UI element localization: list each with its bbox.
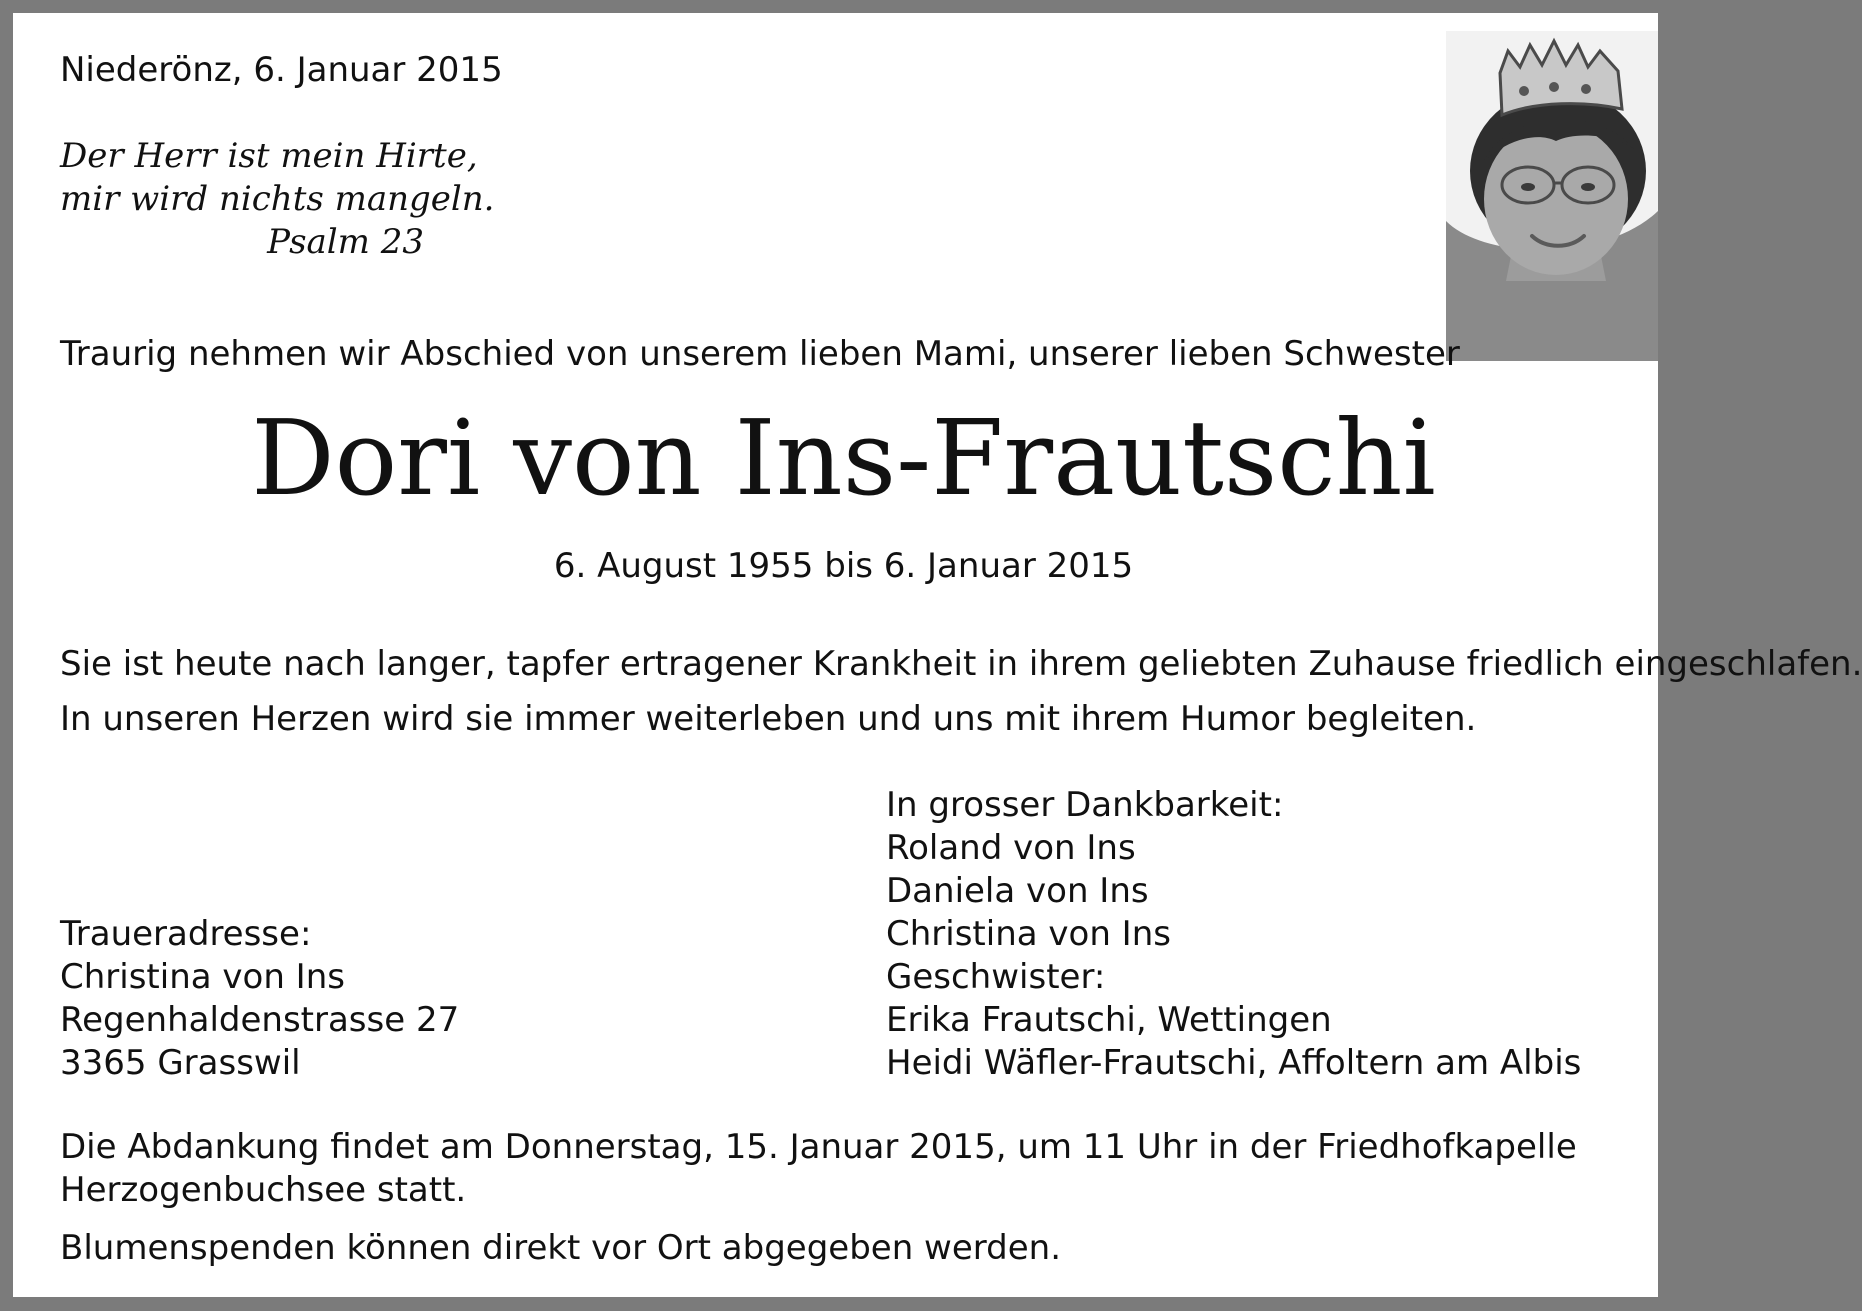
quote-reference: Psalm 23 (267, 222, 424, 262)
mourning-address-name: Christina von Ins (60, 957, 345, 997)
mourner-sibling: Erika Frautschi, Wettingen (886, 1000, 1332, 1040)
deceased-name: Dori von Ins-Frautschi (251, 397, 1436, 519)
portrait-photo (1446, 31, 1658, 361)
quote-line-2: mir wird nichts mangeln. (60, 179, 495, 219)
mourner-child: Christina von Ins (886, 914, 1171, 954)
mourners-heading: In grosser Dankbarkeit: (886, 785, 1284, 825)
ceremony-info: Die Abdankung findet am Donnerstag, 15. Januar 2015, um 11 Uhr in der Friedhofkapelle Herzogenbuchsee statt. (60, 1127, 1577, 1210)
portrait-image (1446, 31, 1658, 361)
mourning-address-city: 3365 Grasswil (60, 1043, 301, 1083)
siblings-heading: Geschwister: (886, 957, 1106, 997)
place-date: Niederönz, 6. Januar 2015 (60, 50, 503, 90)
intro-text: Traurig nehmen wir Abschied von unserem lieben Mami, unserer lieben Schwester (60, 334, 1460, 374)
flowers-note: Blumenspenden können direkt vor Ort abgegeben werden. (60, 1228, 1062, 1268)
mourner-child: Daniela von Ins (886, 871, 1149, 911)
body-line-1: Sie ist heute nach langer, tapfer ertragener Krankheit in ihrem geliebten Zuhause friedlich eingeschlafen. (60, 644, 1862, 684)
mourner-child: Roland von Ins (886, 828, 1136, 868)
bible-quote (60, 135, 495, 264)
obituary-notice (13, 13, 1658, 1297)
life-dates: 6. August 1955 bis 6. Januar 2015 (553, 546, 1134, 586)
body-line-2: In unseren Herzen wird sie immer weiterleben und uns mit ihrem Humor begleiten. (60, 699, 1477, 739)
mourner-sibling: Heidi Wäfler-Frautschi, Affoltern am Albis (886, 1043, 1582, 1083)
quote-line-1: Der Herr ist mein Hirte, (60, 136, 478, 176)
mourning-address-heading: Traueradresse: (60, 914, 312, 954)
mourning-address-street: Regenhaldenstrasse 27 (60, 1000, 460, 1040)
